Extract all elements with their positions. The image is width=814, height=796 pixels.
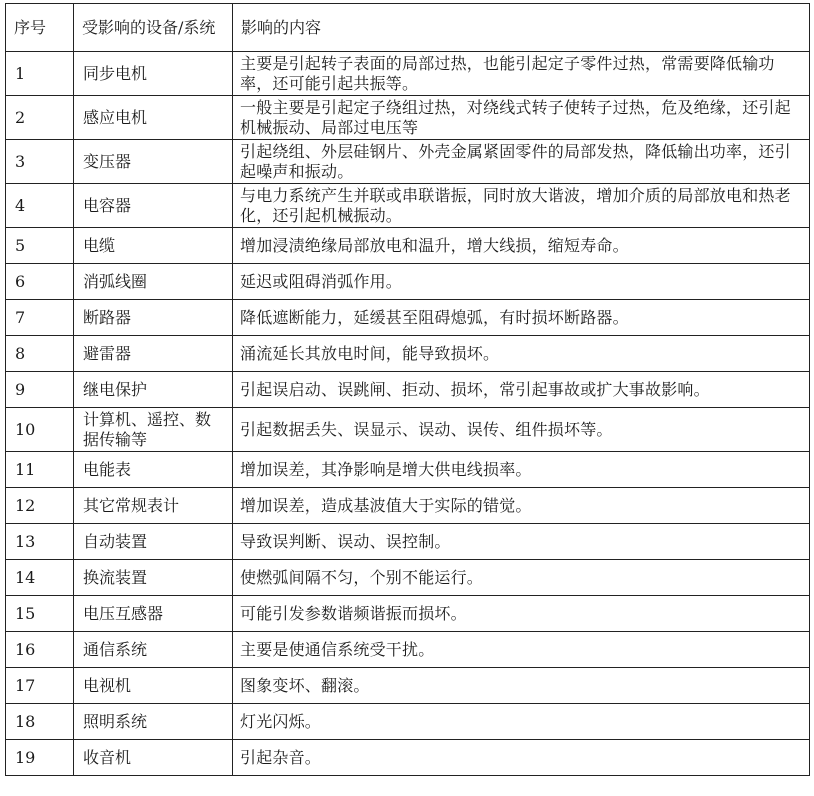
row-effect: 使燃弧间隔不匀，个别不能运行。 xyxy=(233,560,810,596)
header-affected-device: 受影响的设备/系统 xyxy=(74,4,233,52)
row-number: 3 xyxy=(6,140,74,184)
row-number: 19 xyxy=(6,740,74,776)
row-device: 照明系统 xyxy=(74,704,233,740)
row-number: 11 xyxy=(6,452,74,488)
row-effect: 增加误差，其净影响是增大供电线损率。 xyxy=(233,452,810,488)
row-device: 消弧线圈 xyxy=(74,264,233,300)
row-number: 7 xyxy=(6,300,74,336)
table-row xyxy=(6,524,810,560)
row-effect: 引起数据丢失、误显示、误动、误传、组件损坏等。 xyxy=(233,408,810,452)
row-number: 4 xyxy=(6,184,74,228)
row-effect: 引起杂音。 xyxy=(233,740,810,776)
row-device: 同步电机 xyxy=(74,52,233,96)
row-device: 感应电机 xyxy=(74,96,233,140)
table-row xyxy=(6,740,810,776)
table-row xyxy=(6,452,810,488)
row-effect: 可能引发参数谐频谐振而损坏。 xyxy=(233,596,810,632)
row-effect: 主要是使通信系统受干扰。 xyxy=(233,632,810,668)
row-effect: 引起绕组、外层硅钢片、外壳金属紧固零件的局部发热，降低输出功率，还引起噪声和振动。 xyxy=(233,140,810,184)
row-number: 1 xyxy=(6,52,74,96)
table-row xyxy=(6,264,810,300)
row-number: 17 xyxy=(6,668,74,704)
row-device: 断路器 xyxy=(74,300,233,336)
table-row xyxy=(6,704,810,740)
row-device: 换流装置 xyxy=(74,560,233,596)
table-row xyxy=(6,228,810,264)
header-impact-content: 影响的内容 xyxy=(233,4,810,52)
row-device: 其它常规表计 xyxy=(74,488,233,524)
header-serial-number: 序号 xyxy=(6,4,74,52)
row-device: 电能表 xyxy=(74,452,233,488)
row-number: 9 xyxy=(6,372,74,408)
row-effect: 与电力系统产生并联或串联谐振，同时放大谐波，增加介质的局部放电和热老化，还引起机械振动。 xyxy=(233,184,810,228)
row-device: 计算机、遥控、数据传输等 xyxy=(74,408,233,452)
table-row xyxy=(6,336,810,372)
row-device: 电容器 xyxy=(74,184,233,228)
row-number: 12 xyxy=(6,488,74,524)
row-number: 15 xyxy=(6,596,74,632)
row-effect: 导致误判断、误动、误控制。 xyxy=(233,524,810,560)
row-effect: 灯光闪烁。 xyxy=(233,704,810,740)
row-effect: 降低遮断能力，延缓甚至阻碍熄弧，有时损坏断路器。 xyxy=(233,300,810,336)
row-effect: 主要是引起转子表面的局部过热，也能引起定子零件过热，常需要降低输功率，还可能引起共振等。 xyxy=(233,52,810,96)
row-device: 避雷器 xyxy=(74,336,233,372)
row-number: 13 xyxy=(6,524,74,560)
row-device: 电压互感器 xyxy=(74,596,233,632)
table-row xyxy=(6,140,810,184)
row-effect: 一般主要是引起定子绕组过热，对绕线式转子使转子过热，危及绝缘，还引起机械振动、局部过电压等 xyxy=(233,96,810,140)
table-row xyxy=(6,408,810,452)
row-effect: 图象变坏、翻滚。 xyxy=(233,668,810,704)
row-effect: 引起误启动、误跳闸、拒动、损坏，常引起事故或扩大事故影响。 xyxy=(233,372,810,408)
table-row xyxy=(6,488,810,524)
row-number: 6 xyxy=(6,264,74,300)
row-number: 2 xyxy=(6,96,74,140)
table-row xyxy=(6,560,810,596)
row-device: 继电保护 xyxy=(74,372,233,408)
table-row xyxy=(6,372,810,408)
row-number: 8 xyxy=(6,336,74,372)
table-row xyxy=(6,632,810,668)
table-row xyxy=(6,52,810,96)
row-number: 18 xyxy=(6,704,74,740)
row-effect: 涌流延长其放电时间，能导致损坏。 xyxy=(233,336,810,372)
row-number: 14 xyxy=(6,560,74,596)
row-number: 16 xyxy=(6,632,74,668)
table-row xyxy=(6,184,810,228)
row-effect: 增加误差，造成基波值大于实际的错觉。 xyxy=(233,488,810,524)
row-device: 收音机 xyxy=(74,740,233,776)
table-row xyxy=(6,300,810,336)
table-header-row xyxy=(6,4,810,52)
row-number: 5 xyxy=(6,228,74,264)
table-row xyxy=(6,96,810,140)
row-effect: 延迟或阻碍消弧作用。 xyxy=(233,264,810,300)
harmonic-impact-table xyxy=(5,3,810,776)
row-device: 变压器 xyxy=(74,140,233,184)
row-number: 10 xyxy=(6,408,74,452)
row-effect: 增加浸渍绝缘局部放电和温升，增大线损，缩短寿命。 xyxy=(233,228,810,264)
table-row xyxy=(6,596,810,632)
row-device: 电视机 xyxy=(74,668,233,704)
row-device: 自动装置 xyxy=(74,524,233,560)
row-device: 电缆 xyxy=(74,228,233,264)
row-device: 通信系统 xyxy=(74,632,233,668)
table-row xyxy=(6,668,810,704)
